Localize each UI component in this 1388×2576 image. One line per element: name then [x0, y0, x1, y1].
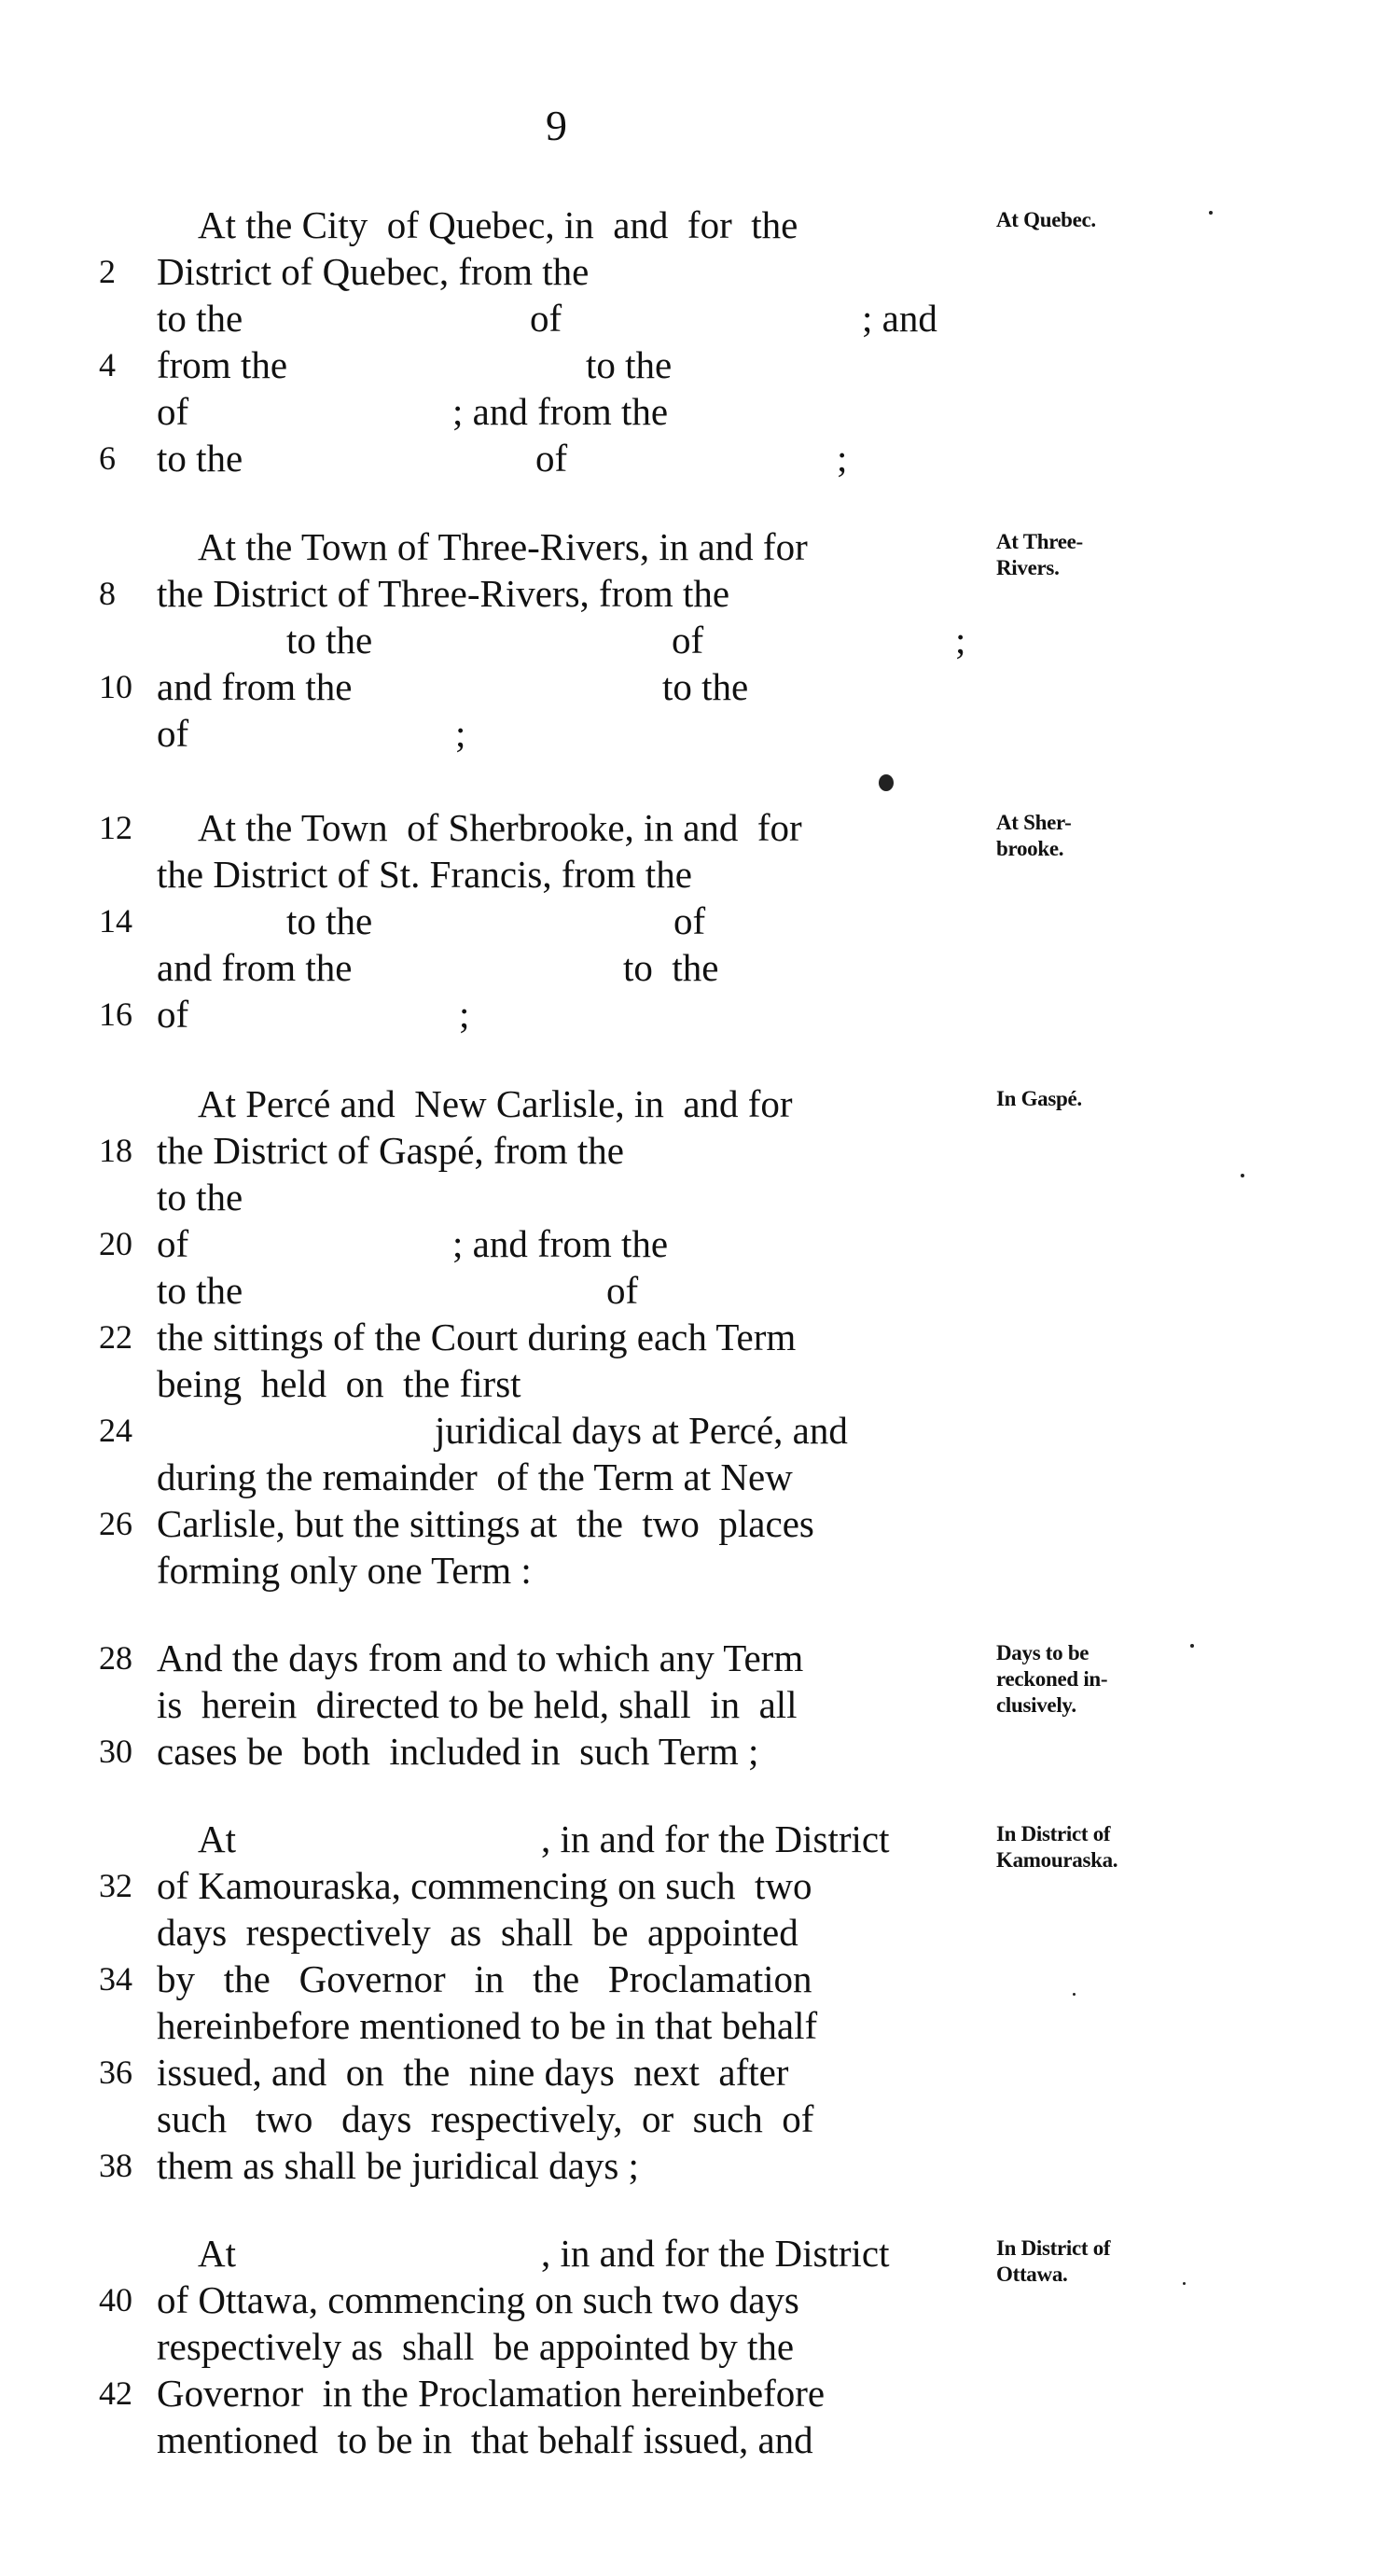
line-text: ; [837, 437, 848, 480]
line-text: of [535, 437, 568, 480]
line-number: 12 [99, 809, 132, 846]
text-line [0, 1127, 979, 1174]
line-text: the sittings of the Court during each Term [157, 1316, 797, 1358]
text-line [0, 435, 979, 481]
text-line [0, 944, 979, 991]
line-text: of [157, 1222, 189, 1265]
line-text: issued, and on the nine days next after [157, 2051, 789, 2094]
line-text: days respectively as shall be appointed [157, 1911, 798, 1954]
text-line [0, 1635, 979, 1681]
line-number: 10 [99, 668, 132, 705]
line-text: to the [662, 665, 749, 708]
text-line [0, 1816, 979, 1862]
line-text: , in and for the District [541, 2232, 890, 2275]
text-line [0, 1547, 979, 1594]
text-line [0, 617, 979, 663]
text-line [0, 248, 979, 295]
text-line [0, 1360, 979, 1407]
text-line [0, 1909, 979, 1956]
line-text: ; and [862, 297, 937, 340]
line-text: At the Town of Sherbrooke, in and for [198, 806, 802, 849]
text-line [0, 991, 979, 1037]
line-text: the District of Three-Rivers, from the [157, 572, 730, 615]
text-line [0, 2370, 979, 2416]
text-line [0, 1174, 979, 1220]
line-number: 4 [99, 346, 116, 383]
text-line [0, 851, 979, 898]
line-text: District of Quebec, from the [157, 250, 590, 293]
line-text: At Percé and New Carlisle, in and for [198, 1082, 793, 1125]
line-number: 20 [99, 1225, 132, 1262]
line-text: ; and from the [452, 390, 669, 433]
line-text: to the [157, 1176, 243, 1218]
text-line [0, 1500, 979, 1547]
text-line [0, 898, 979, 944]
line-number: 24 [99, 1412, 132, 1449]
line-text: Governor in the Proclamation hereinbefore [157, 2372, 826, 2415]
text-line [0, 2323, 979, 2370]
line-text: of [673, 899, 706, 942]
line-text: to the [286, 899, 373, 942]
line-text: from the [157, 343, 288, 386]
text-line [0, 202, 979, 248]
line-number: 38 [99, 2147, 132, 2184]
line-number: 32 [99, 1867, 132, 1904]
line-text: such two days respectively, or such of [157, 2097, 814, 2140]
line-text: respectively as shall be appointed by the [157, 2325, 795, 2368]
text-line [0, 2416, 979, 2463]
line-text: to the [286, 619, 373, 661]
line-text: At [198, 2232, 236, 2275]
text-line [0, 388, 979, 435]
line-number: 2 [99, 253, 116, 290]
line-text: ; [955, 619, 966, 661]
line-text: to the [157, 437, 243, 480]
line-number: 16 [99, 996, 132, 1033]
line-text: the District of Gaspé, from the [157, 1129, 624, 1172]
line-text: Carlisle, but the sittings at the two places [157, 1502, 814, 1545]
line-text: of [157, 390, 189, 433]
line-text: cases be both included in such Term ; [157, 1730, 759, 1773]
line-text: of Ottawa, commencing on such two days [157, 2278, 799, 2321]
ink-speck [1190, 1644, 1194, 1648]
text-line [0, 1454, 979, 1500]
text-line [0, 1728, 979, 1775]
line-text: mentioned to be in that behalf issued, and [157, 2418, 813, 2461]
text-line [0, 295, 979, 341]
line-text: of [157, 993, 189, 1036]
text-line [0, 1407, 979, 1454]
line-text: At the Town of Three-Rivers, in and for [198, 525, 808, 568]
line-number: 28 [99, 1639, 132, 1677]
line-text: And the days from and to which any Term [157, 1636, 804, 1679]
line-text: of [606, 1269, 639, 1312]
line-text: by the Governor in the Proclamation [157, 1957, 812, 2000]
line-number: 40 [99, 2281, 132, 2318]
line-text: during the remainder of the Term at New [157, 1455, 793, 1498]
text-line [0, 523, 979, 570]
line-text: to the [157, 297, 243, 340]
line-text: of Kamouraska, commencing on such two [157, 1864, 812, 1907]
line-text: and from the [157, 946, 353, 989]
text-line [0, 1080, 979, 1127]
line-number: 30 [99, 1733, 132, 1770]
margin-note: At Three- Rivers. [996, 530, 1083, 579]
line-text: being held on the first [157, 1362, 521, 1405]
ink-speck [1241, 1174, 1244, 1177]
ink-blot [879, 774, 894, 791]
line-text: the District of St. Francis, from the [157, 853, 692, 896]
line-text: to the [586, 343, 673, 386]
line-number: 36 [99, 2054, 132, 2091]
margin-note: At Sher- brooke. [996, 811, 1072, 860]
line-number: 6 [99, 439, 116, 477]
text-line [0, 804, 979, 851]
text-line [0, 2142, 979, 2189]
margin-note: In District of Ottawa. [996, 2236, 1111, 2286]
text-line [0, 570, 979, 617]
line-number: 14 [99, 902, 132, 940]
text-line [0, 1220, 979, 1267]
line-text: juridical days at Percé, and [435, 1409, 848, 1452]
text-line [0, 2049, 979, 2096]
line-text: ; and from the [452, 1222, 669, 1265]
line-text: forming only one Term : [157, 1549, 532, 1592]
line-number: 22 [99, 1318, 132, 1356]
line-text: is herein directed to be held, shall in all [157, 1683, 798, 1726]
text-line [0, 2096, 979, 2142]
line-text: ; [455, 712, 466, 755]
margin-note: Days to be reckoned in- clusively. [996, 1641, 1108, 1717]
text-line [0, 663, 979, 710]
ink-speck [1183, 2282, 1186, 2285]
margin-note: At Quebec. [996, 208, 1096, 231]
text-line [0, 1862, 979, 1909]
text-line [0, 2277, 979, 2323]
line-number: 42 [99, 2374, 132, 2412]
text-line [0, 1267, 979, 1314]
line-text: of [672, 619, 704, 661]
line-text: , in and for the District [541, 1817, 890, 1860]
line-text: hereinbefore mentioned to be in that behalf [157, 2004, 818, 2047]
margin-note: In District of Kamouraska. [996, 1822, 1118, 1872]
margin-note: In Gaspé. [996, 1087, 1082, 1110]
page-number: 9 [546, 102, 567, 149]
line-text: At [198, 1817, 236, 1860]
ink-speck [1209, 211, 1213, 215]
line-text: At the City of Quebec, in and for the [198, 203, 798, 246]
text-line [0, 2230, 979, 2277]
text-line [0, 341, 979, 388]
text-line [0, 710, 979, 757]
line-text: to the [623, 946, 719, 989]
line-number: 18 [99, 1132, 132, 1169]
line-number: 26 [99, 1505, 132, 1542]
line-text: of [157, 712, 189, 755]
line-text: to the [157, 1269, 243, 1312]
ink-speck [1073, 1993, 1076, 1996]
line-text: and from the [157, 665, 353, 708]
text-line [0, 2002, 979, 2049]
text-line [0, 1681, 979, 1728]
line-number: 34 [99, 1960, 132, 1998]
line-text: ; [459, 993, 470, 1036]
text-line [0, 1314, 979, 1360]
line-text: them as shall be juridical days ; [157, 2144, 639, 2187]
line-number: 8 [99, 575, 116, 612]
line-text: of [530, 297, 562, 340]
text-line [0, 1956, 979, 2002]
